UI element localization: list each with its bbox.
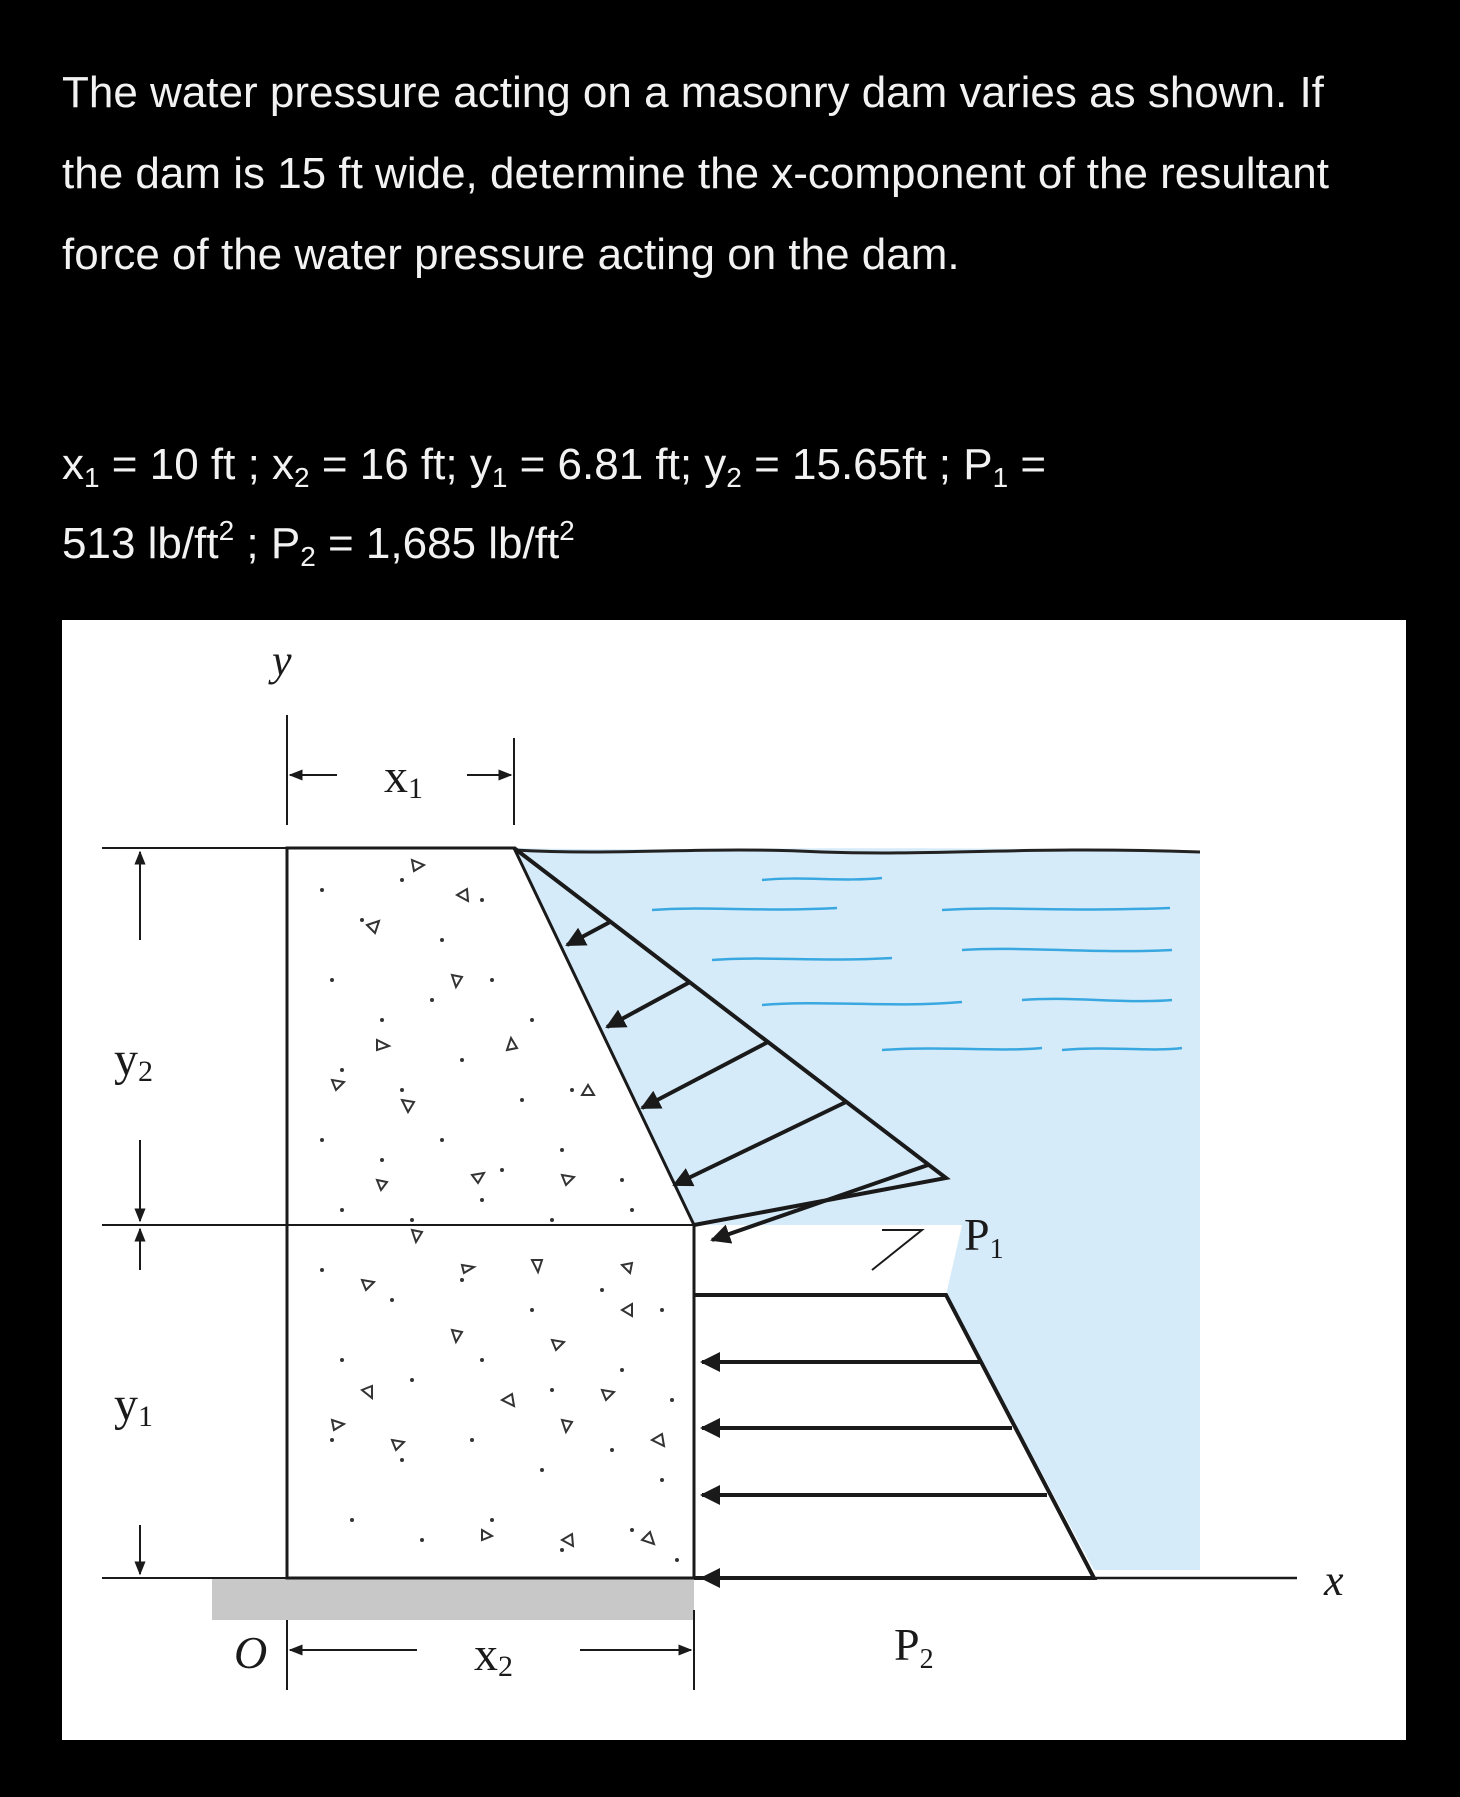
- separator: ;: [234, 519, 271, 568]
- y2-subscript: 2: [726, 462, 742, 493]
- x2-symbol: x: [272, 440, 295, 489]
- x1-value: = 10 ft ;: [99, 440, 273, 489]
- given-values-line-2: [62, 515, 575, 573]
- origin-label: O: [234, 1627, 268, 1678]
- x2-dim-label: x2: [474, 1628, 513, 1683]
- p1-leader-line: [872, 1230, 922, 1270]
- y1-dim-label: y1: [114, 1378, 153, 1433]
- p2-exponent: 2: [559, 515, 575, 546]
- p1-symbol: P: [963, 440, 993, 489]
- dam-diagram-svg: [62, 620, 1406, 1740]
- p1-subscript: 1: [992, 462, 1009, 493]
- p2-symbol: P: [270, 519, 301, 568]
- ground-base: [212, 1578, 694, 1620]
- dam-figure: [62, 620, 1406, 1740]
- p2-label: P2: [894, 1619, 934, 1675]
- p1-label: P1: [964, 1209, 1004, 1265]
- y2-symbol: y: [704, 440, 727, 489]
- y2-dim-label: y2: [114, 1033, 153, 1088]
- x-axis-label: x: [1324, 1556, 1344, 1605]
- y1-value: = 6.81 ft;: [507, 440, 705, 489]
- y1-subscript: 1: [491, 462, 508, 493]
- x1-symbol: x: [62, 440, 84, 489]
- x2-value: = 16 ft;: [309, 440, 470, 489]
- y1-symbol: y: [469, 440, 492, 489]
- y-axis-label: y: [272, 636, 292, 685]
- p1-exponent: 2: [218, 515, 235, 546]
- given-values-line-1: [62, 440, 1046, 494]
- x1-subscript: 1: [84, 462, 100, 493]
- p2-value: = 1,685 lb/ft: [315, 519, 560, 568]
- x2-subscript: 2: [294, 462, 310, 493]
- problem-statement: The water pressure acting on a masonry dam varies as shown. If the dam is 15 ft wide, determine the x-component of the resultant force of the water pressure acting on the dam.: [62, 68, 1329, 279]
- p2-subscript: 2: [300, 541, 316, 572]
- x1-dim-label: x1: [384, 750, 423, 805]
- p1-equals: =: [1008, 440, 1047, 489]
- y2-value: = 15.65ft ;: [741, 440, 964, 489]
- p1-value: 513 lb/ft: [62, 519, 219, 568]
